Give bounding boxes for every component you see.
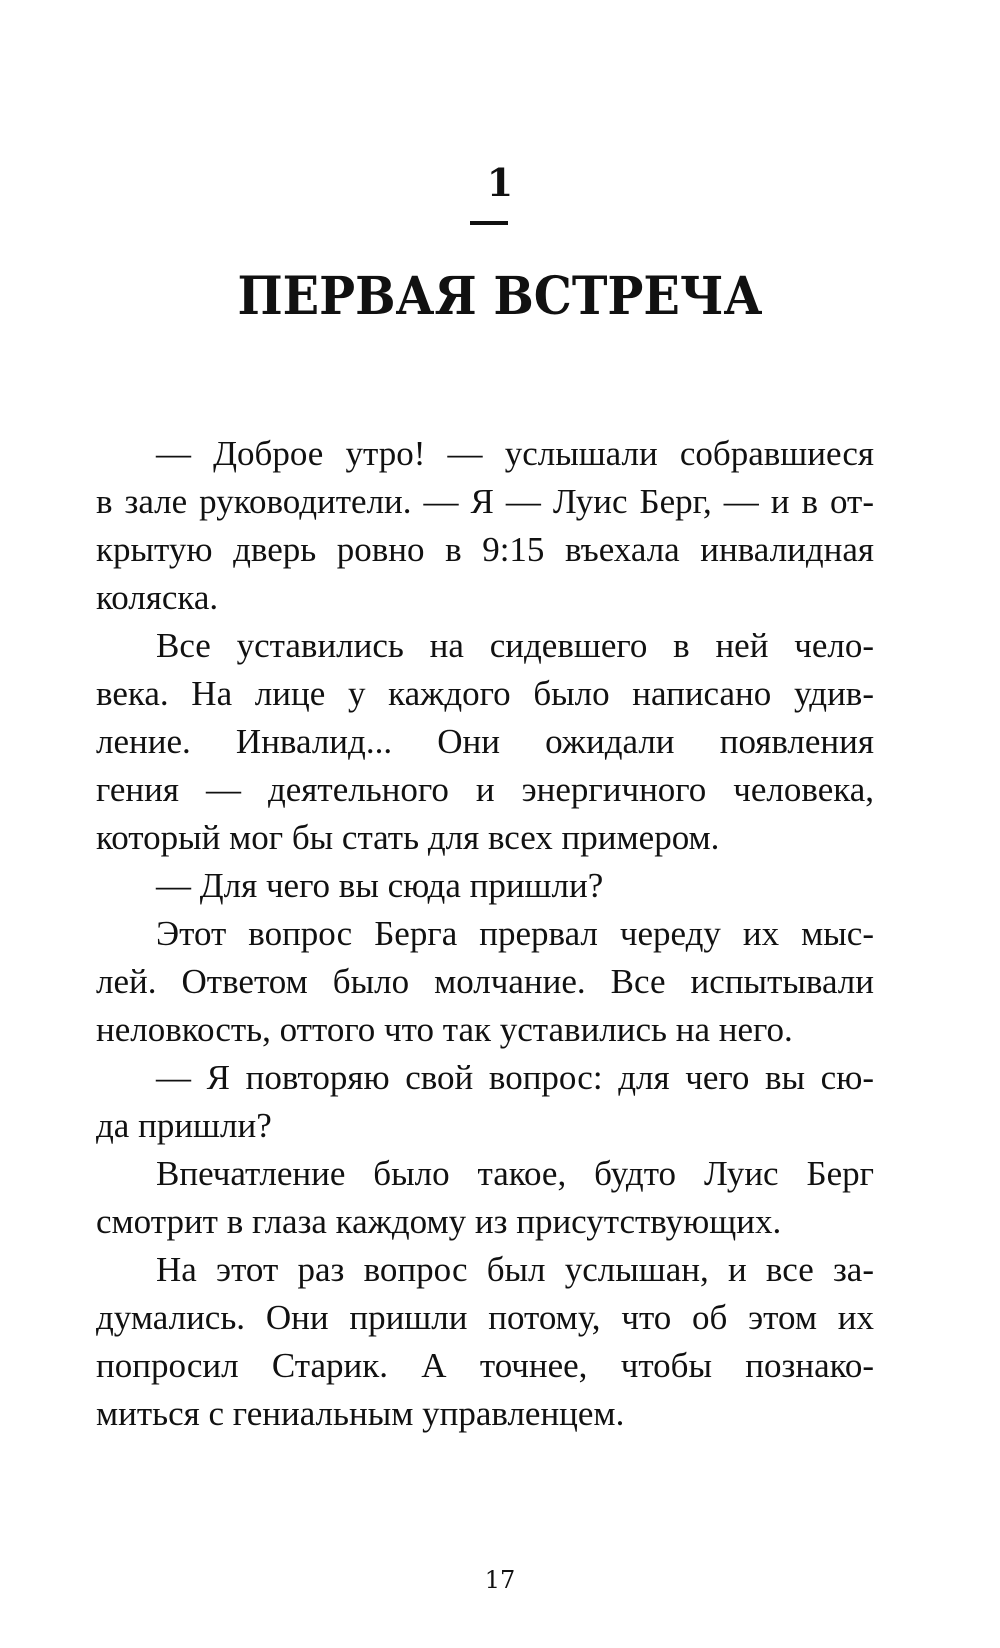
text-line: да пришли?	[96, 1106, 272, 1145]
chapter-number: 1	[486, 160, 514, 205]
text-line: думались. Они пришли потому, что об этом их	[96, 1298, 874, 1337]
text-line: миться с гениальным управленцем.	[96, 1394, 625, 1433]
chapter-divider	[470, 221, 508, 225]
text-line: Этот вопрос Берга прервал череду их мыс-	[156, 914, 874, 953]
text-line: крытую дверь ровно в 9:15 въехала инвалидная	[96, 530, 874, 569]
page-number: 17	[484, 1566, 516, 1594]
text-line: Впечатление было такое, будто Луис Берг	[156, 1154, 874, 1193]
text-line: попросил Старик. А точнее, чтобы познако-	[96, 1346, 874, 1385]
text-line: Все уставились на сидевшего в ней чело-	[156, 626, 874, 665]
text-line: — Для чего вы сюда пришли?	[156, 866, 604, 905]
text-line: смотрит в глаза каждому из присутствующих.	[96, 1202, 782, 1241]
text-line: — Доброе утро! — услышали собравшиеся	[156, 434, 874, 473]
text-line: лей. Ответом было молчание. Все испытывали	[96, 962, 874, 1001]
text-line: На этот раз вопрос был услышан, и все за-	[156, 1250, 874, 1289]
chapter-title: ПЕРВАЯ ВСТРЕЧА	[237, 266, 763, 327]
text-line: — Я повторяю свой вопрос: для чего вы сю-	[156, 1058, 874, 1097]
text-line: коляска.	[96, 578, 219, 617]
text-line: который мог бы стать для всех примером.	[96, 818, 720, 857]
text-line: века. На лице у каждого было написано удив-	[96, 674, 874, 713]
text-line: неловкость, оттого что так уставились на него.	[96, 1010, 793, 1049]
body-text	[96, 430, 874, 1438]
text-line: в зале руководители. — Я — Луис Берг, — и в от-	[96, 482, 874, 521]
text-line: гения — деятельного и энергичного человека,	[96, 770, 874, 809]
text-line: ление. Инвалид... Они ожидали появления	[96, 722, 874, 761]
